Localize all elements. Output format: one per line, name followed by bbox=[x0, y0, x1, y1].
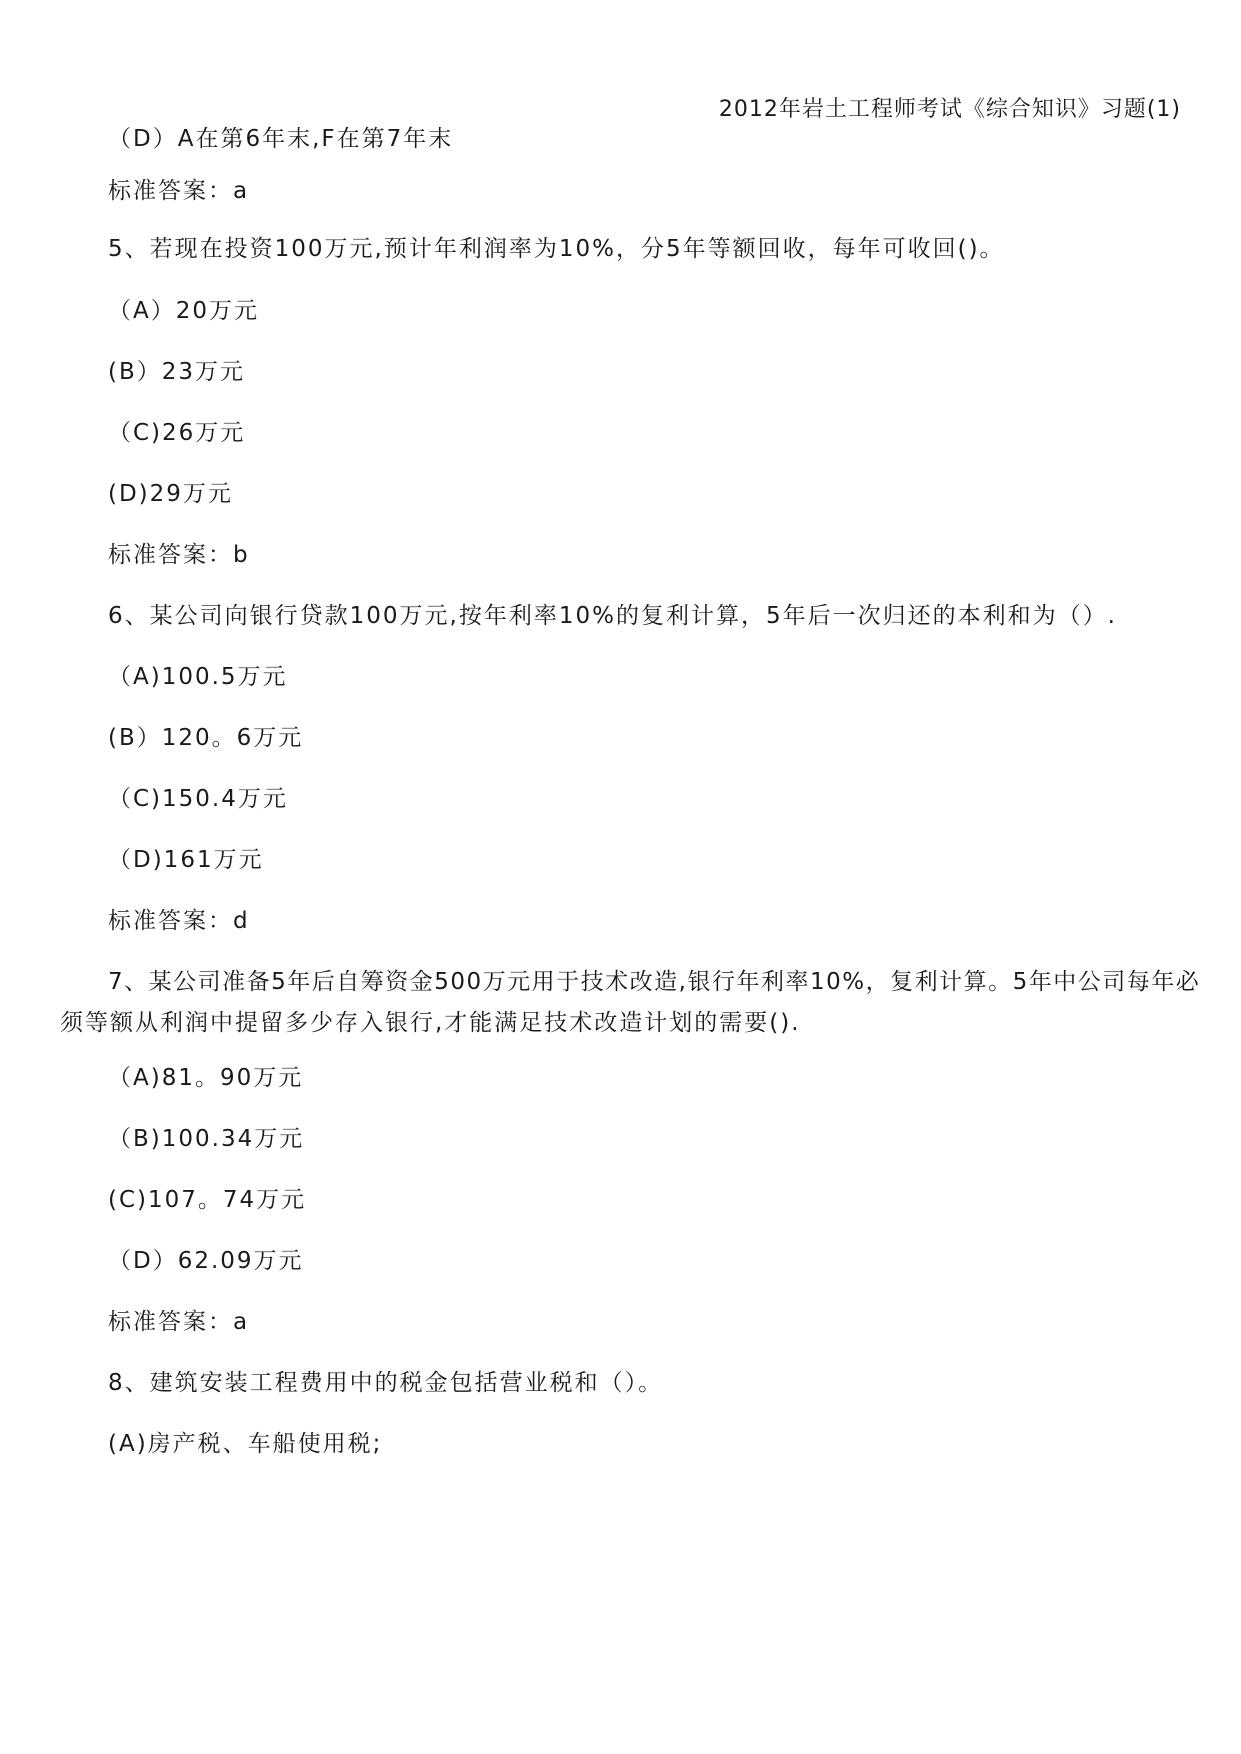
q7-option-a: （A)81。90万元 bbox=[108, 1065, 304, 1091]
question-7-line-1: 7、某公司准备5年后自筹资金500万元用于技术改造,银行年利率10%，复利计算。5年中公司每年必 bbox=[108, 969, 1201, 995]
option-line-prev-d: （D）A在第6年末,F在第7年末 bbox=[108, 126, 454, 152]
q5-option-c: （C)26万元 bbox=[108, 420, 246, 446]
q6-answer: 标准答案：d bbox=[108, 908, 250, 934]
q6-option-a: （A)100.5万元 bbox=[108, 664, 288, 690]
question-7-line-2: 须等额从利润中提留多少存入银行,才能满足技术改造计划的需要(). bbox=[60, 1010, 801, 1036]
question-5: 5、若现在投资100万元,预计年利润率为10%，分5年等额回收，每年可收回()。 bbox=[108, 236, 1005, 262]
question-8: 8、建筑安装工程费用中的税金包括营业税和（）。 bbox=[108, 1370, 664, 1396]
question-6: 6、某公司向银行贷款100万元,按年利率10%的复利计算，5年后一次归还的本利和为（）. bbox=[108, 603, 1117, 629]
q5-option-a: （A）20万元 bbox=[108, 298, 260, 324]
q6-option-d: （D)161万元 bbox=[108, 847, 264, 873]
q7-answer: 标准答案：a bbox=[108, 1309, 250, 1335]
q7-option-b: （B)100.34万元 bbox=[108, 1126, 305, 1152]
q8-option-a: (A)房产税、车船使用税; bbox=[108, 1431, 383, 1457]
q6-option-c: （C)150.4万元 bbox=[108, 786, 288, 812]
q5-option-d: (D)29万元 bbox=[108, 481, 233, 507]
q7-option-d: （D）62.09万元 bbox=[108, 1248, 304, 1274]
answer-line-prev: 标准答案：a bbox=[108, 178, 250, 204]
q5-answer: 标准答案：b bbox=[108, 542, 250, 568]
q5-option-b: (B）23万元 bbox=[108, 359, 246, 385]
q6-option-b: (B）120。6万元 bbox=[108, 725, 304, 751]
q7-option-c: (C)107。74万元 bbox=[108, 1187, 307, 1213]
page-header-title: 2012年岩土工程师考试《综合知识》习题(1) bbox=[718, 97, 1181, 122]
